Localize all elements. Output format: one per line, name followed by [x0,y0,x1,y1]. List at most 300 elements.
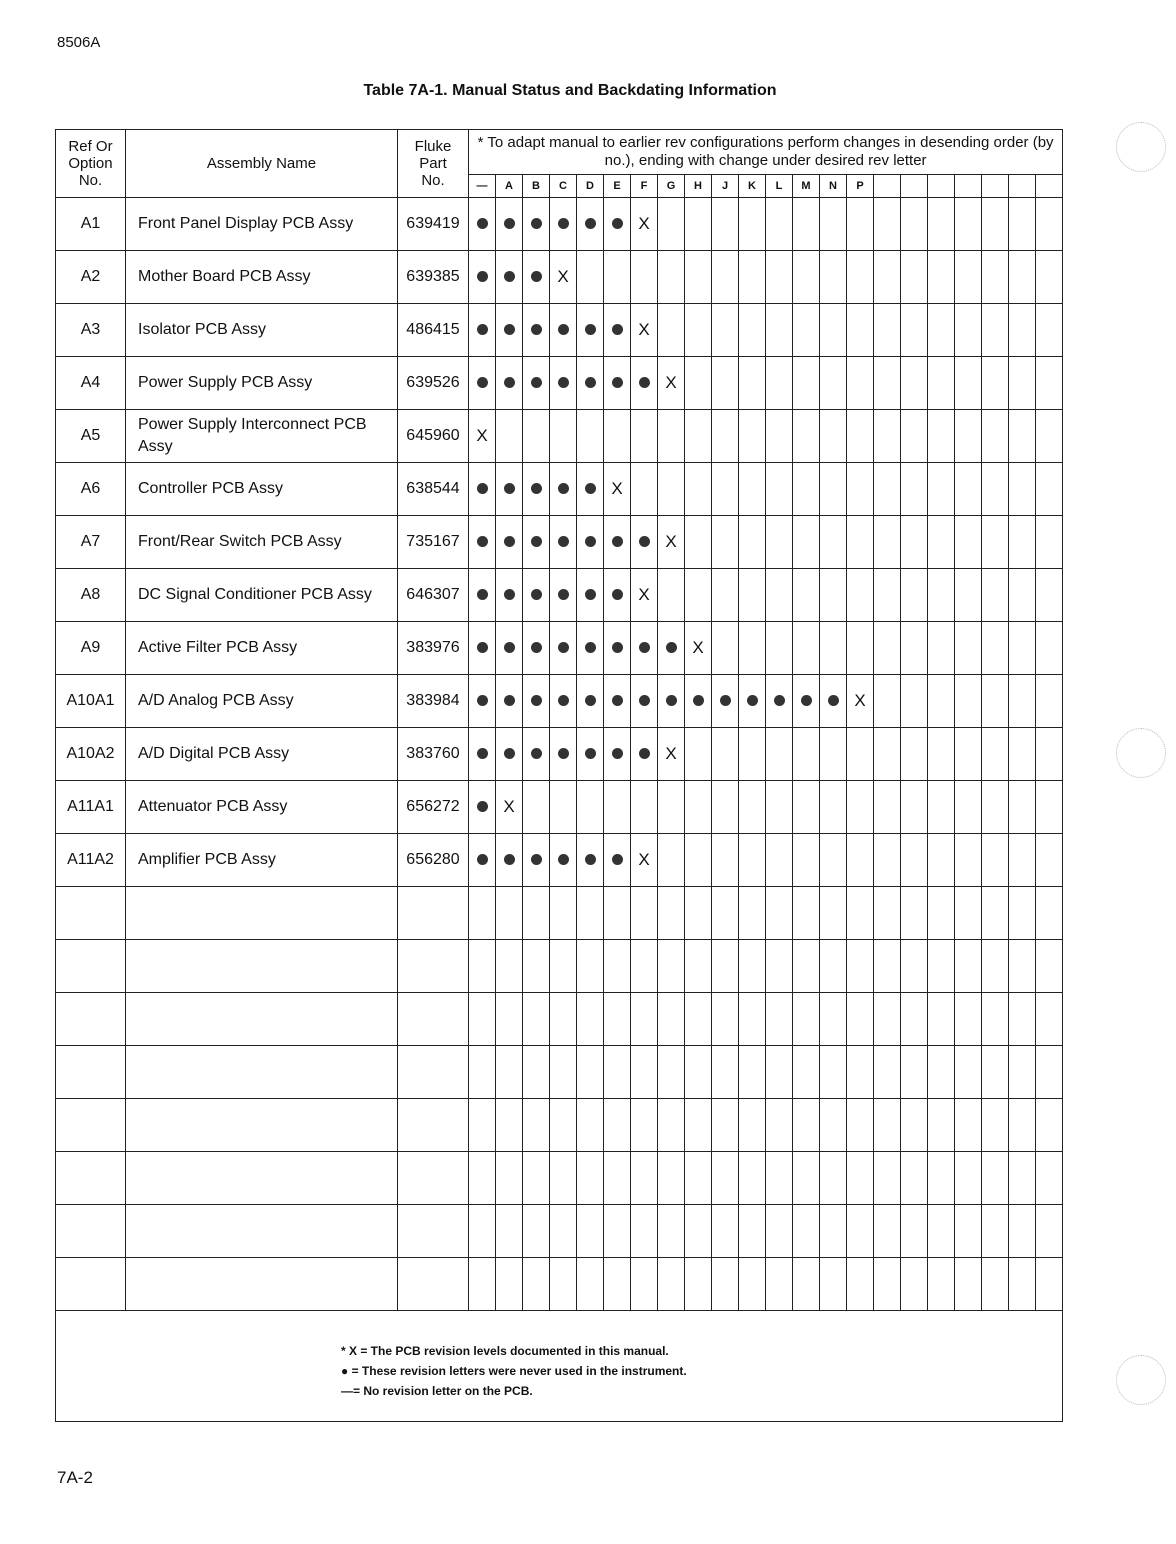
blank-cell [1036,1046,1063,1099]
rev-cell [793,251,820,304]
blank-cell [685,887,712,940]
blank-cell [928,993,955,1046]
never-used-dot-icon [504,642,515,653]
rev-letter: L [766,175,793,198]
rev-cell [820,463,847,516]
blank-cell [126,1099,398,1152]
rev-cell [928,728,955,781]
blank-cell [398,940,469,993]
blank-cell [631,1258,658,1311]
rev-cell [523,675,550,728]
rev-letter: K [739,175,766,198]
ref-no: A10A2 [56,728,126,781]
rev-cell [550,675,577,728]
documented-rev-mark: X [854,691,866,710]
never-used-dot-icon [504,271,515,282]
blank-cell [1009,887,1036,940]
rev-cell [469,569,496,622]
blank-cell [739,1152,766,1205]
rev-letter: N [820,175,847,198]
never-used-dot-icon [585,218,596,229]
part-no: 383984 [398,675,469,728]
rev-cell [982,728,1009,781]
never-used-dot-icon [666,642,677,653]
blank-cell [398,1099,469,1152]
blank-cell [604,1205,631,1258]
blank-cell [604,1099,631,1152]
blank-cell [847,1258,874,1311]
legend-dash: —= No revision letter on the PCB. [341,1384,533,1398]
part-no: 656280 [398,834,469,887]
blank-cell [604,1258,631,1311]
rev-cell [523,251,550,304]
rev-cell [766,781,793,834]
rev-cell [982,516,1009,569]
never-used-dot-icon [531,642,542,653]
never-used-dot-icon [558,218,569,229]
rev-cell [901,410,928,463]
rev-letter: C [550,175,577,198]
rev-cell [604,410,631,463]
rev-cell [604,622,631,675]
blank-row [56,1258,1063,1311]
rev-cell [469,198,496,251]
rev-cell [712,357,739,410]
rev-cell [658,304,685,357]
blank-row [56,993,1063,1046]
blank-cell [56,1046,126,1099]
rev-cell [739,463,766,516]
rev-cell [658,410,685,463]
never-used-dot-icon [774,695,785,706]
blank-cell [901,887,928,940]
table-row [56,569,1063,622]
never-used-dot-icon [531,748,542,759]
blank-cell [550,1258,577,1311]
status-table [55,129,1063,1422]
rev-cell [550,463,577,516]
blank-cell [577,1152,604,1205]
rev-cell [550,622,577,675]
legend-dot: ● = These revision letters were never used in the instrument. [341,1364,687,1378]
rev-cell [874,304,901,357]
documented-rev-mark: X [665,373,677,392]
blank-cell [847,887,874,940]
rev-cell [766,304,793,357]
never-used-dot-icon [477,271,488,282]
blank-cell [469,887,496,940]
rev-cell [631,198,658,251]
never-used-dot-icon [666,695,677,706]
blank-cell [658,1046,685,1099]
rev-cell [577,357,604,410]
never-used-dot-icon [558,536,569,547]
blank-cell [1036,993,1063,1046]
rev-letter [1036,175,1063,198]
rev-cell [901,251,928,304]
table-row [56,251,1063,304]
blank-cell [658,1205,685,1258]
documented-rev-mark: X [638,320,650,339]
rev-cell [496,357,523,410]
blank-cell [847,1205,874,1258]
rev-cell [847,622,874,675]
rev-cell [658,198,685,251]
rev-cell [469,516,496,569]
blank-cell [577,887,604,940]
blank-cell [496,1046,523,1099]
rev-cell [685,834,712,887]
blank-cell [766,1205,793,1258]
rev-letter: J [712,175,739,198]
rev-cell [523,410,550,463]
rev-cell [874,410,901,463]
blank-cell [496,1205,523,1258]
rev-cell [631,728,658,781]
blank-cell [712,993,739,1046]
blank-cell [685,1205,712,1258]
rev-cell [739,516,766,569]
rev-cell [874,622,901,675]
rev-cell [820,304,847,357]
rev-letter [874,175,901,198]
blank-cell [577,1205,604,1258]
blank-cell [56,940,126,993]
never-used-dot-icon [504,695,515,706]
rev-cell [523,569,550,622]
rev-cell [820,357,847,410]
rev-cell [766,410,793,463]
never-used-dot-icon [639,377,650,388]
blank-cell [523,993,550,1046]
rev-cell [712,834,739,887]
blank-cell [398,1205,469,1258]
rev-cell [631,569,658,622]
table-row [56,728,1063,781]
blank-cell [56,1205,126,1258]
table-row [56,410,1063,463]
table-row [56,198,1063,251]
binder-hole [1116,1355,1166,1405]
rev-cell [982,781,1009,834]
rev-cell [631,675,658,728]
ref-no: A11A2 [56,834,126,887]
blank-cell [550,887,577,940]
rev-cell [685,569,712,622]
part-no: 656272 [398,781,469,834]
rev-cell [523,834,550,887]
blank-cell [928,1099,955,1152]
blank-cell [901,1205,928,1258]
rev-cell [658,728,685,781]
rev-cell [901,198,928,251]
rev-cell [928,357,955,410]
rev-cell [685,304,712,357]
rev-cell [631,304,658,357]
blank-cell [874,1258,901,1311]
rev-cell [793,516,820,569]
rev-cell [685,516,712,569]
rev-cell [1009,569,1036,622]
rev-cell [928,675,955,728]
blank-cell [955,993,982,1046]
rev-cell [955,463,982,516]
never-used-dot-icon [558,589,569,600]
blank-cell [739,993,766,1046]
rev-cell [793,569,820,622]
never-used-dot-icon [585,536,596,547]
blank-cell [766,1099,793,1152]
blank-cell [1036,1152,1063,1205]
assembly-name: A/D Digital PCB Assy [126,728,398,781]
rev-cell [577,569,604,622]
rev-cell [685,622,712,675]
never-used-dot-icon [585,589,596,600]
rev-cell [793,728,820,781]
rev-cell [874,675,901,728]
never-used-dot-icon [558,324,569,335]
never-used-dot-icon [531,483,542,494]
never-used-dot-icon [504,536,515,547]
rev-cell [1036,304,1063,357]
rev-cell [577,622,604,675]
rev-cell [793,675,820,728]
rev-cell [1036,357,1063,410]
ref-no: A4 [56,357,126,410]
blank-cell [658,940,685,993]
never-used-dot-icon [585,324,596,335]
rev-cell [793,463,820,516]
ref-no: A10A1 [56,675,126,728]
rev-cell [982,304,1009,357]
blank-row [56,1152,1063,1205]
never-used-dot-icon [585,483,596,494]
rev-cell [874,463,901,516]
ref-no: A9 [56,622,126,675]
documented-rev-mark: X [665,744,677,763]
page-number: 7A-2 [57,1468,93,1487]
rev-cell [955,304,982,357]
blank-cell [1009,1099,1036,1152]
part-no: 639526 [398,357,469,410]
blank-cell [982,1046,1009,1099]
rev-cell [955,728,982,781]
blank-cell [766,1152,793,1205]
rev-cell [1009,357,1036,410]
blank-cell [604,1152,631,1205]
rev-letter [955,175,982,198]
blank-cell [793,887,820,940]
rev-cell [955,410,982,463]
blank-cell [685,1152,712,1205]
rev-cell [982,463,1009,516]
never-used-dot-icon [504,218,515,229]
rev-cell [901,675,928,728]
assembly-name: Isolator PCB Assy [126,304,398,357]
documented-rev-mark: X [638,214,650,233]
rev-cell [1009,463,1036,516]
rev-cell [469,834,496,887]
rev-cell [955,357,982,410]
blank-cell [739,1205,766,1258]
documented-rev-mark: X [665,532,677,551]
rev-cell [631,834,658,887]
blank-cell [901,993,928,1046]
blank-cell [847,993,874,1046]
blank-cell [631,940,658,993]
never-used-dot-icon [558,854,569,865]
never-used-dot-icon [531,324,542,335]
rev-cell [685,198,712,251]
rev-cell [874,781,901,834]
never-used-dot-icon [585,854,596,865]
rev-cell [685,675,712,728]
rev-cell [496,569,523,622]
rev-cell [928,251,955,304]
rev-cell [874,834,901,887]
rev-cell [658,834,685,887]
rev-cell [604,834,631,887]
rev-cell [955,251,982,304]
blank-cell [820,940,847,993]
never-used-dot-icon [531,218,542,229]
blank-cell [496,887,523,940]
blank-cell [712,1205,739,1258]
rev-letter [1009,175,1036,198]
rev-cell [631,463,658,516]
rev-cell [739,357,766,410]
rev-cell [577,516,604,569]
blank-cell [631,1099,658,1152]
assembly-name: Front/Rear Switch PCB Assy [126,516,398,569]
blank-row [56,940,1063,993]
blank-cell [982,1205,1009,1258]
rev-cell [955,569,982,622]
blank-cell [126,887,398,940]
rev-cell [496,198,523,251]
rev-cell [820,622,847,675]
rev-cell [523,516,550,569]
rev-cell [820,675,847,728]
legend-x: * X = The PCB revision levels documented in this manual. [341,1344,669,1358]
blank-cell [874,1099,901,1152]
blank-cell [523,940,550,993]
assembly-name: Power Supply PCB Assy [126,357,398,410]
rev-cell [739,251,766,304]
rev-cell [766,622,793,675]
rev-cell [712,198,739,251]
rev-cell [766,357,793,410]
rev-cell [523,622,550,675]
rev-cell [685,781,712,834]
rev-cell [523,781,550,834]
blank-cell [982,993,1009,1046]
rev-letter [928,175,955,198]
rev-cell [658,251,685,304]
blank-cell [766,1258,793,1311]
blank-cell [793,1258,820,1311]
never-used-dot-icon [828,695,839,706]
blank-cell [1009,940,1036,993]
blank-cell [847,940,874,993]
rev-cell [901,781,928,834]
blank-cell [56,1152,126,1205]
never-used-dot-icon [558,483,569,494]
ref-no: A6 [56,463,126,516]
blank-cell [604,887,631,940]
rev-letter: A [496,175,523,198]
never-used-dot-icon [612,854,623,865]
never-used-dot-icon [531,377,542,388]
rev-cell [820,516,847,569]
part-no: 639419 [398,198,469,251]
blank-cell [1009,993,1036,1046]
blank-cell [955,940,982,993]
blank-cell [685,1099,712,1152]
rev-cell [793,357,820,410]
blank-cell [793,1046,820,1099]
blank-cell [56,887,126,940]
blank-cell [928,1046,955,1099]
rev-cell [1009,198,1036,251]
blank-cell [577,1258,604,1311]
rev-cell [469,357,496,410]
blank-cell [496,1099,523,1152]
blank-cell [469,940,496,993]
part-no: 639385 [398,251,469,304]
blank-cell [496,993,523,1046]
blank-cell [631,1046,658,1099]
blank-cell [847,1152,874,1205]
blank-cell [550,1152,577,1205]
blank-cell [398,887,469,940]
blank-cell [766,887,793,940]
rev-cell [496,304,523,357]
blank-cell [496,1258,523,1311]
blank-cell [1009,1258,1036,1311]
blank-cell [874,940,901,993]
rev-cell [874,357,901,410]
blank-cell [631,887,658,940]
blank-row [56,1205,1063,1258]
rev-cell [928,569,955,622]
never-used-dot-icon [477,801,488,812]
rev-cell [496,675,523,728]
blank-cell [398,1258,469,1311]
rev-cell [1036,675,1063,728]
rev-cell [469,463,496,516]
blank-cell [685,940,712,993]
never-used-dot-icon [585,377,596,388]
never-used-dot-icon [639,536,650,547]
rev-cell [847,834,874,887]
blank-cell [739,940,766,993]
rev-cell [766,198,793,251]
rev-cell [847,463,874,516]
blank-cell [658,993,685,1046]
never-used-dot-icon [693,695,704,706]
blank-cell [928,887,955,940]
table-row [56,622,1063,675]
blank-cell [712,887,739,940]
never-used-dot-icon [504,377,515,388]
rev-cell [739,781,766,834]
blank-cell [874,1046,901,1099]
blank-cell [766,1046,793,1099]
rev-cell [577,198,604,251]
rev-cell [550,410,577,463]
blank-cell [820,1152,847,1205]
